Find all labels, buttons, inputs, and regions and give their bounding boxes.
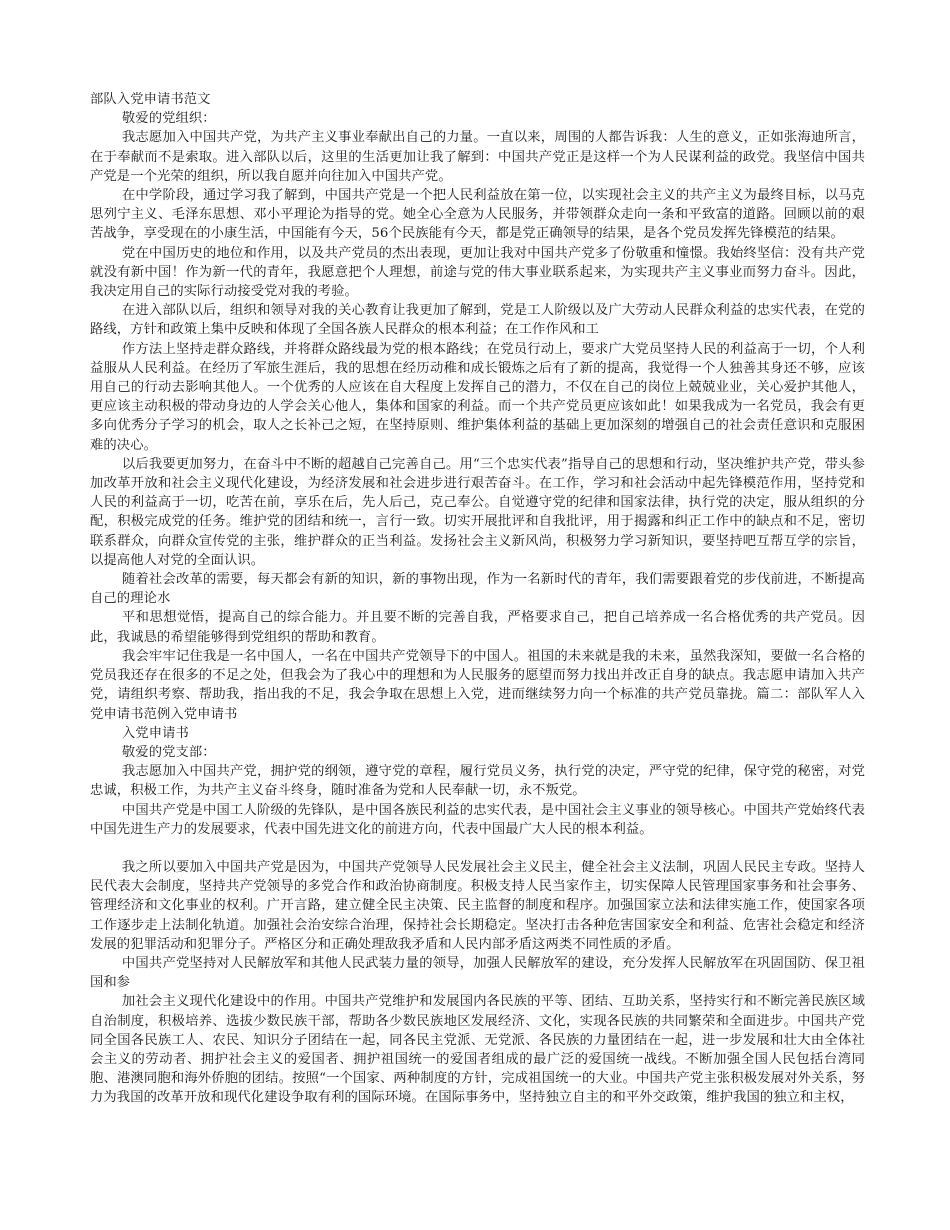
body-paragraph: 平和思想觉悟，提高自己的综合能力。并且要不断的完善自我，严格要求自己，把自己培养成一名合格优秀的共产党员。因此，我诚恳的希望能够得到党组织的帮助和教育。 bbox=[90, 610, 865, 645]
section-heading: 入党申请书 bbox=[121, 725, 189, 741]
body-paragraph: 作方法上坚持走群众路线，并将群众路线最为党的根本路线；在党员行动上，要求广大党员坚持人民的利益高于一切，个人利益服从人民利益。在经历了军旅生涯后，我的思想在经历动稚和成长锻炼之后有了新的提高，我觉得一个人独善其身还不够，应该用自己的行动去影响其他人。一个优秀的人应该在自大程度上发挥自己的潜力，不仅在自己的岗位上兢兢业业，关心爱护其他人，更应该主动积极的带动身边的人学会关心他人，集体和国家的利益。而一个共产党员更应该如此！如果我成为一名党员，我会有更多向优秀分子学习的机会，取人之长补己之短，在坚持原则、维护集体利益的基础上更加深刻的增强自己的社会责任意识和克服困难的决心。 bbox=[90, 341, 865, 453]
body-paragraph: 中国共产党是中国工人阶级的先锋队，是中国各族民利益的忠实代表，是中国社会主义事业的领导核心。中国共产党始终代表中国先进生产力的发展要求，代表中国先进文化的前进方向，代表中国最广大人民的根本利益。 bbox=[90, 802, 865, 837]
body-paragraph: 我志愿加入中国共产党，为共产主义事业奉献出自己的力量。一直以来，周围的人都告诉我：人生的意义，正如张海迪所言，在于奉献而不是索取。进入部队以后，这里的生活更加让我了解到：中国共产党正是这样一个为人民谋利益的政党。我坚信中国共产党是一个光荣的组织，所以我自愿并向往加入中国共产党。 bbox=[90, 130, 865, 184]
body-paragraph: 在进入部队以后，组织和领导对我的关心教育让我更加了解到，党是工人阶级以及广大劳动人民群众利益的忠实代表，在党的路线，方针和政策上集中反映和体现了全国各族人民群众的根本利益；在工作作风和工 bbox=[90, 303, 865, 338]
body-paragraph: 随着社会改革的需要，每天都会有新的知识，新的事物出现，作为一名新时代的青年，我们需要跟着党的步伐前进，不断提高自己的理论水 bbox=[90, 572, 865, 607]
salutation: 敬爱的党组织： bbox=[121, 111, 216, 127]
document-title: 部队入党申请书范文 bbox=[90, 92, 211, 107]
body-paragraph: 我之所以要加入中国共产党是因为，中国共产党领导人民发展社会主义民主，健全社会主义法制，巩固人民民主专政。坚持人民代表大会制度，坚持共产党领导的多党合作和政治协商制度。积极支持人民当家作主，切实保障人民管理国家事务和社会事务、管理经济和文化事业的权利。广开言路，建立健全民主决策、民主监督的制度和程序。加强国家立法和法律实施工作，使国家各项工作逐步走上法制化轨道。加强社会治安综合治理，保持社会长期稳定。坚决打击各种危害国家安全和利益、危害社会稳定和经济发展的犯罪活动和犯罪分子。严格区分和正确处理敌我矛盾和人民内部矛盾这两类不同性质的矛盾。 bbox=[90, 859, 865, 952]
body-paragraph: 党在中国历史的地位和作用，以及共产党员的杰出表现，更加让我对中国共产党多了份敬重和憧憬。我始终坚信：没有共产党就没有新中国！作为新一代的青年，我愿意把个人理想，前途与党的伟大事业联系起来，为实现共产主义事业而努力奋斗。因此，我决定用自己的实际行动接受党对我的考验。 bbox=[90, 245, 865, 300]
body-paragraph: 中国共产党坚持对人民解放军和其他人民武装力量的领导，加强人民解放军的建设，充分发挥人民解放军在巩固国防、保卫祖国和参 bbox=[90, 955, 865, 991]
body-paragraph: 在中学阶段，通过学习我了解到，中国共产党是一个把人民利益放在第一位，以实现社会主义的共产主义为最终目标，以马克思列宁主义、毛泽东思想、邓小平理论为指导的党。她全心全意为人民服务，并带领群众走向一条和平致富的道路。回顾以前的艰苦战争，享受现在的小康生活，中国能有今天，56个民族能有今天，都是党正确领导的结果，是各个党员发挥先锋模范的结果。 bbox=[90, 188, 865, 242]
document-body bbox=[90, 90, 865, 1108]
body-paragraph: 以后我要更加努力，在奋斗中不断的超越自己完善自己。用“三个忠实代表”指导自己的思想和行动，坚决维护共产党，带头参加改革开放和社会主义现代化建设，为经济发展和社会进步进行艰苦奋斗。在工作，学习和社会活动中起先锋模范作用，坚持党和人民的利益高于一切，吃苦在前，享乐在后，先人后己，克己奉公。自觉遵守党的纪律和国家法律，执行党的决定，服从组织的分配，积极完成党的任务。维护党的团结和统一，言行一致。切实开展批评和自我批评，用于揭露和纠正工作中的缺点和不足，密切联系群众，向群众宣传党的主张，维护群众的正当利益。发扬社会主义新风尚，积极努力学习新知识，要坚持吧互帮互学的宗旨，以提高他人对党的全面认识。 bbox=[90, 456, 865, 568]
body-paragraph: 我志愿加入中国共产党，拥护党的纲领，遵守党的章程，履行党员义务，执行党的决定，严守党的纪律，保守党的秘密，对党忠诚，积极工作，为共产主义奋斗终身，随时准备为党和人民奉献一切，永不叛党。 bbox=[90, 764, 865, 799]
salutation: 敬爱的党支部： bbox=[121, 744, 216, 760]
body-paragraph: 加社会主义现代化建设中的作用。中国共产党维护和发展国内各民族的平等、团结、互助关系，坚持实行和不断完善民族区域自治制度，积极培养、选拔少数民族干部，帮助各少数民族地区发展经济、文化，实现各民族的共同繁荣和全面进步。中国共产党同全国各民族工人、农民、知识分子团结在一起，同各民主党派、无党派、各民族的力量团结在一起，进一步发展和壮大由全体社会主义的劳动者、拥护社会主义的爱国者、拥护祖国统一的爱国者组成的最广泛的爱国统一战线。不断加强全国人民包括台湾同胞、港澳同胞和海外侨胞的团结。按照“一个国家、两种制度的方针，完成祖国统一的大业。中国共产党主张积极发展对外关系，努力为我国的改革开放和现代化建设争取有利的国际环境。在国际事务中，坚持独立自主的和平外交政策，维护我国的独立和主权， bbox=[90, 994, 865, 1106]
body-paragraph: 我会牢牢记住我是一名中国人，一名在中国共产党领导下的中国人。祖国的未来就是我的未来，虽然我深知，要做一名合格的党员我还存在很多的不足之处，但我会为了我心中的理想和为人民服务的愿望而努力找出并改正自身的缺点。我志愿申请加入共产党，请组织考察、帮助我，指出我的不足，我会争取在思想上入党，进而继续努力向一个标准的共产党员靠拢。篇二：部队军人入党申请书范例入党申请书 bbox=[90, 648, 865, 722]
